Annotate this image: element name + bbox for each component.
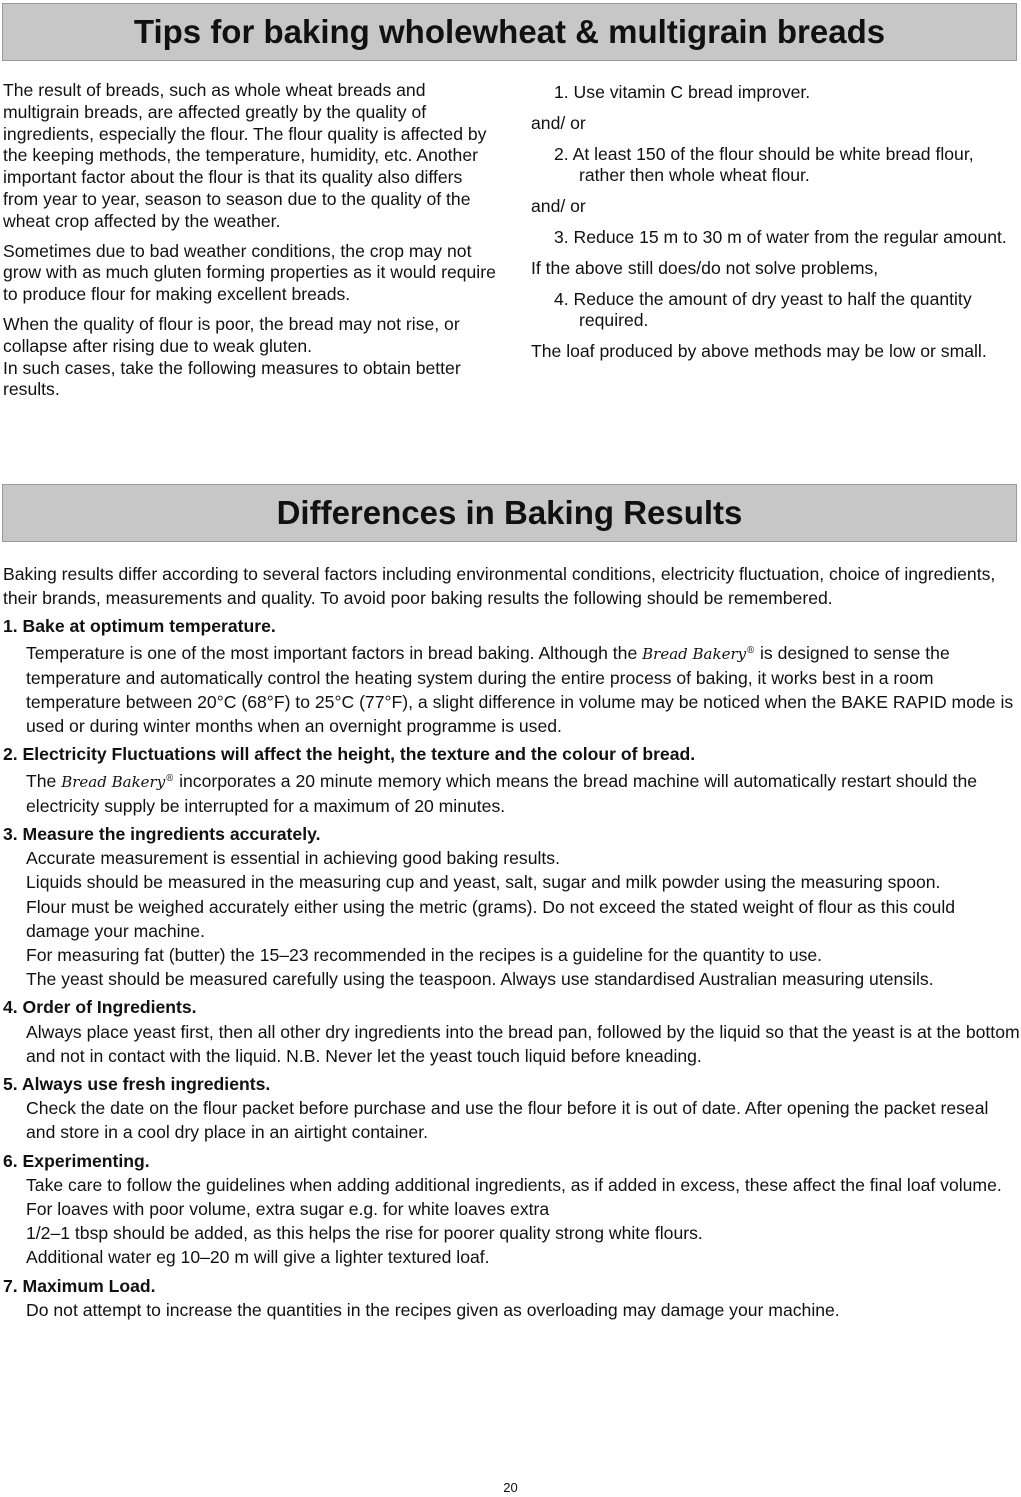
- item-text: [3, 767, 1021, 818]
- tip-step-1: 1. Use vitamin C bread improver.: [554, 82, 811, 102]
- list-item: [3, 822, 1021, 991]
- list-item: [3, 1274, 1021, 1322]
- item-text-start: Temperature is one of the most important factors in bread baking. Although the: [26, 642, 638, 663]
- item-text: [3, 639, 1021, 739]
- if-still-text: If the above still does/do not solve problems,: [531, 257, 879, 278]
- item-heading: 4. Order of Ingredients.: [3, 997, 197, 1018]
- item-text: [3, 1096, 1021, 1144]
- item-heading: 6. Experimenting.: [3, 1150, 150, 1171]
- item-line: The yeast should be measured carefully using the teaspoon. Always use standardised Australian measuring utensils.: [26, 969, 934, 990]
- item-text-end: incorporates a 20 minute memory which means the bread machine will automatically restart should the electricity supply be interrupted for a maximum of 20 minutes.: [26, 770, 978, 816]
- tips-left-column: [3, 80, 498, 409]
- page-number: 20: [503, 1480, 518, 1495]
- tips-paragraph: When the quality of flour is poor, the bread may not rise, or collapse after rising due to weak gluten.: [3, 313, 460, 356]
- tips-right-column: [531, 82, 1021, 372]
- differences-body: [3, 562, 1021, 1326]
- item-heading: 1. Bake at optimum temperature.: [3, 616, 276, 637]
- tip-step-4: 4. Reduce the amount of dry yeast to half the quantity required.: [554, 288, 972, 331]
- item-text: [3, 1298, 1021, 1322]
- item-line: Accurate measurement is essential in achieving good baking results.: [26, 848, 560, 869]
- item-text: [3, 1173, 1021, 1270]
- brand-logo: Bread Bakery®: [61, 772, 175, 791]
- item-heading: 2. Electricity Fluctuations will affect the height, the texture and the colour of bread.: [3, 744, 696, 765]
- item-line: Liquids should be measured in the measuring cup and yeast, salt, sugar and milk powder using the measuring spoon.: [26, 872, 941, 893]
- brand-logo: Bread Bakery®: [642, 644, 756, 663]
- tips-paragraph: Sometimes due to bad weather conditions, the crop may not grow with as much gluten forming properties as it would require to produce flour for making excellent breads.: [3, 240, 496, 305]
- tip-step-3: 3. Reduce 15 m to 30 m of water from the regular amount.: [554, 226, 1007, 247]
- list-item: [3, 1149, 1021, 1270]
- list-item: [3, 614, 1021, 738]
- item-line: Do not attempt to increase the quantities in the recipes given as overloading may damage your machine.: [26, 1299, 840, 1320]
- item-heading: 7. Maximum Load.: [3, 1275, 156, 1296]
- list-item: [3, 742, 1021, 818]
- tip-step-2: 2. At least 150 of the flour should be white bread flour, rather then whole wheat flour.: [554, 143, 974, 186]
- item-heading: 3. Measure the ingredients accurately.: [3, 824, 321, 845]
- tips-paragraph: The result of breads, such as whole wheat breads and multigrain breads, are affected greatly by the quality of ingredients, especially the flour. The flour quality is affected by the keeping methods, the temperature, humidity, etc. Another important factor about the flour is that its quality also differs from year to year, season to season due to the quality of the wheat crop affected by the weather.: [3, 80, 487, 231]
- item-line: Additional water eg 10–20 m will give a lighter textured loaf.: [26, 1247, 490, 1268]
- item-text-start: The: [26, 770, 57, 791]
- tips-paragraph: In such cases, take the following measures to obtain better results.: [3, 357, 461, 400]
- and-or-connector: and/ or: [531, 112, 586, 133]
- item-line: For measuring fat (butter) the 15–23 recommended in the recipes is a guideline for the quantity to use.: [26, 945, 823, 966]
- item-line: Check the date on the flour packet before purchase and use the flour before it is out of date. After opening the packet reseal and store in a cool dry place in an airtight container.: [26, 1098, 989, 1143]
- item-line: Always place yeast first, then all other dry ingredients into the bread pan, followed by the liquid so that the yeast is at the bottom and not in contact with the liquid. N.B. Never let the yeast touch liquid before kneading.: [26, 1021, 1020, 1066]
- list-item: [3, 1072, 1021, 1145]
- list-item: [3, 995, 1021, 1068]
- differences-section-title: Differences in Baking Results: [2, 484, 1017, 542]
- item-line: Take care to follow the guidelines when adding additional ingredients, as if added in excess, these affect the final loaf volume. For loaves with poor volume, extra sugar e.g. for white loaves extra: [26, 1174, 1002, 1220]
- differences-intro: Baking results differ according to several factors including environmental conditions, electricity fluctuation, choice of ingredients, their brands, measurements and quality. To avoid poor baking results the following should be remembered.: [3, 564, 996, 609]
- tips-section-title: Tips for baking wholewheat & multigrain breads: [2, 3, 1017, 61]
- item-line: Flour must be weighed accurately either using the metric (grams). Do not exceed the stated weight of flour as this could damage your machine.: [26, 896, 956, 941]
- item-text: [3, 1020, 1021, 1068]
- item-line: 1/2–1 tbsp should be added, as this helps the rise for poorer quality strong white flours.: [26, 1223, 703, 1244]
- closing-text: The loaf produced by above methods may be low or small.: [531, 341, 987, 362]
- item-text: [3, 846, 1021, 991]
- item-heading: 5. Always use fresh ingredients.: [3, 1074, 271, 1095]
- and-or-connector: and/ or: [531, 196, 586, 217]
- item-text-end: is designed to sense the temperature and automatically control the heating system during the entire process of baking, it works best in a room temperature between 20°C (68°F) to 25°C (77°F), a slight difference in volume may be noticed when the BAKE RAPID mode is used or during winter months when an overnight programme is used.: [26, 642, 1014, 737]
